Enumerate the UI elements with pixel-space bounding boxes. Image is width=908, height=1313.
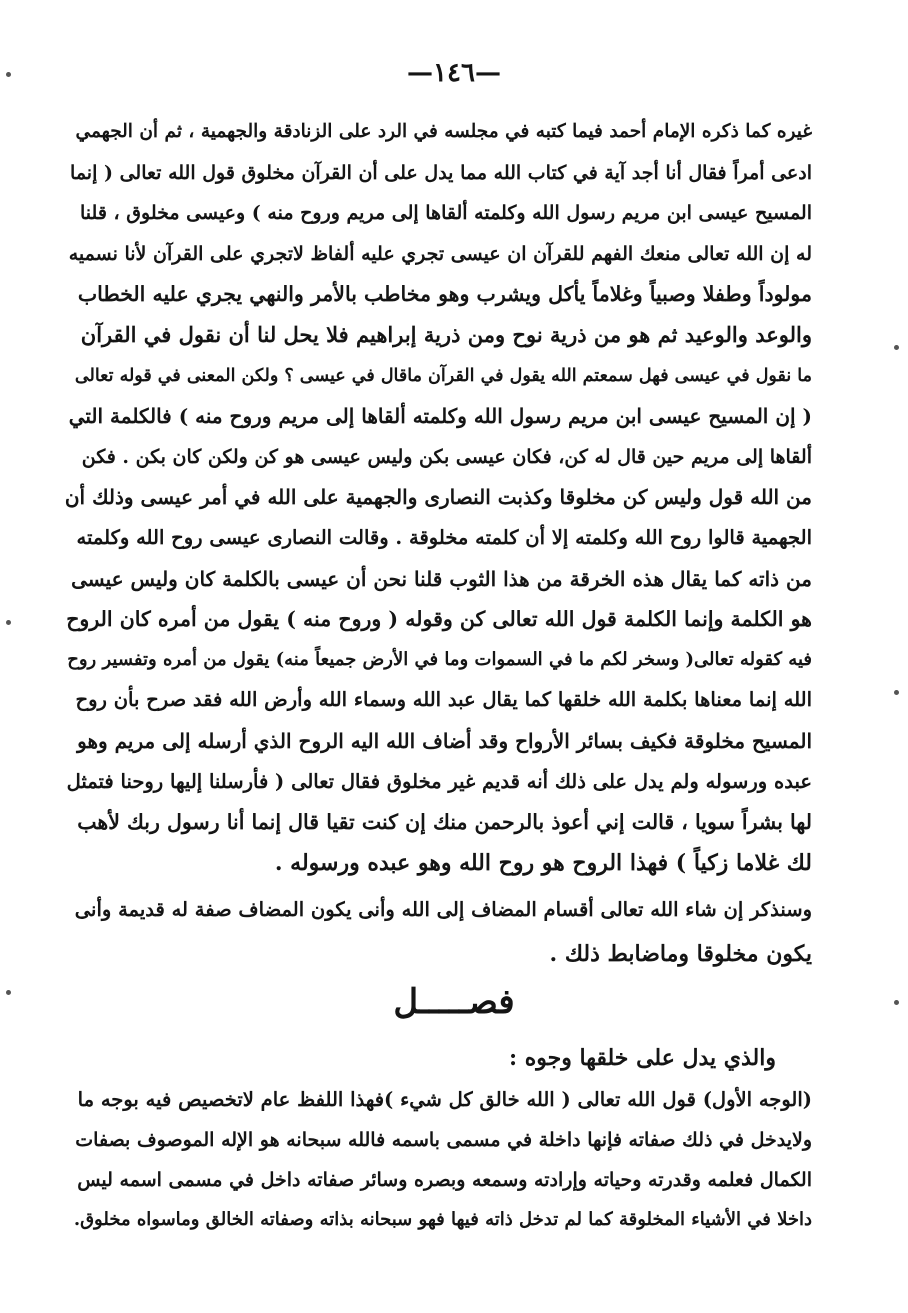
scan-margin-mark [6, 620, 11, 625]
scan-margin-mark [894, 690, 899, 695]
scan-margin-mark [6, 990, 11, 995]
text-line: الجهمية قالوا روح الله وكلمته إلا أن كلمته مخلوقة . وقالت النصارى عيسى روح الله وكلمته [76, 525, 812, 549]
text-line: ما نقول في عيسى فهل سمعتم الله يقول في القرآن ماقال في عيسى ؟ ولكن المعنى في قوله تعالى [74, 365, 812, 386]
scan-margin-mark [6, 72, 11, 77]
text-line: ألقاها إلى مريم حين قال له كن، فكان عيسى بكن وليس عيسى هو كن ولكن كان بكن . فكن [81, 445, 812, 468]
text-line: من الله قول وليس كن مخلوقا وكذبت النصارى والجهمية على الله في أمر عيسى وذلك أن [64, 485, 812, 510]
text-line: المسيح عيسى ابن مريم رسول الله وكلمته ألقاها إلى مريم وروح منه ) وعيسى مخلوق ، قلنا [80, 202, 812, 225]
text-line: ادعى أمراً فقال أنا أجد آية في كتاب الله مما يدل على أن القرآن مخلوق قول الله تعالى ( إنما [70, 161, 812, 184]
text-line: المسيح مخلوقة فكيف بسائر الأرواح وقد أضاف الله اليه الروح الذي أرسله إلى مريم وهو [77, 728, 812, 753]
text-line: مولوداً وطفلا وصبياً وغلاماً يأكل ويشرب وهو مخاطب بالأمر والنهي يجري عليه الخطاب [77, 282, 812, 307]
section-lead-line: والذي يدل على خلقها وجوه : [509, 1045, 776, 1071]
text-line: فيه كقوله تعالى( وسخر لكم ما في السموات وما في الأرض جميعاً منه) يقول من أمره وتفسير روح [67, 648, 812, 670]
text-line: عبده ورسوله ولم يدل على ذلك أنه قديم غير مخلوق فقال تعالى ( فأرسلنا إليها روحنا فتمثل [66, 769, 812, 793]
scan-margin-mark [894, 1000, 899, 1005]
text-line: ولايدخل في ذلك صفاته فإنها داخلة في مسمى باسمه فالله سبحانه هو الإله الموصوف بصفات [75, 1129, 812, 1151]
text-line: الله إنما معناها بكلمة الله خلقها كما يقال عبد الله وسماء الله وأرض الله فقد صرح بأن روح [75, 688, 812, 712]
closing-paragraph [64, 888, 812, 976]
text-line: غيره كما ذكره الإمام أحمد فيما كتبه في مجلسه في الرد على الزنادقة والجهمية ، ثم أن الجهمي [75, 121, 812, 142]
section-heading: فصـــــل [393, 982, 515, 1022]
text-line: وسنذكر إن شاء الله تعالى أقسام المضاف إلى الله وأنى يكون المضاف صفة له قديمة وأنى [74, 898, 812, 921]
text-line: والوعد والوعيد ثم هو من ذرية نوح ومن ذرية إبراهيم فلا يحل لنا أن نقول في القرآن [80, 321, 812, 347]
text-line: لها بشراً سويا ، قالت إني أعوذ بالرحمن منك إن كنت تقيا قال إنما أنا رسول ربك لأهب [77, 810, 812, 835]
text-line: من ذاته كما يقال هذه الخرقة من هذا الثوب قلنا نحن أن عيسى بالكلمة كان وليس عيسى [71, 566, 812, 591]
text-line: له إن الله تعالى منعك الفهم للقرآن ان عيسى تجري عليه ألفاظ لاتجري على القرآن لأنا نسميه [68, 242, 812, 265]
scan-margin-mark [894, 345, 899, 350]
page-number: —١٤٦— [407, 58, 501, 88]
body-paragraph [64, 112, 812, 883]
text-line: هو الكلمة وإنما الكلمة قول الله تعالى كن وقوله ( وروح منه ) يقول من أمره كان الروح [66, 607, 812, 632]
text-line: يكون مخلوقا وماضابط ذلك . [549, 941, 812, 967]
text-line: ( إن المسيح عيسى ابن مريم رسول الله وكلمته ألقاها إلى مريم وروح منه ) فالكلمة التي [68, 404, 812, 429]
text-line: (الوجه الأول) قول الله تعالى ( الله خالق كل شيء )فهذا اللفظ عام لاتخصيص فيه بوجه ما [77, 1088, 812, 1111]
text-line: الكمال فعلمه وقدرته وحياته وإرادته وسمعه وبصره وسائر صفاته داخل في مسمى اسمه ليس [77, 1169, 812, 1191]
text-line: داخلا في الأشياء المخلوقة كما لم تدخل ذاته فيها فهو سبحانه بذاته وصفاته الخالق وماسواه مخلوق. [73, 1209, 812, 1230]
text-line: لك غلاما زكياً ) فهذا الروح هو روح الله وهو عبده ورسوله . [274, 849, 812, 876]
section-paragraph [64, 1080, 812, 1240]
